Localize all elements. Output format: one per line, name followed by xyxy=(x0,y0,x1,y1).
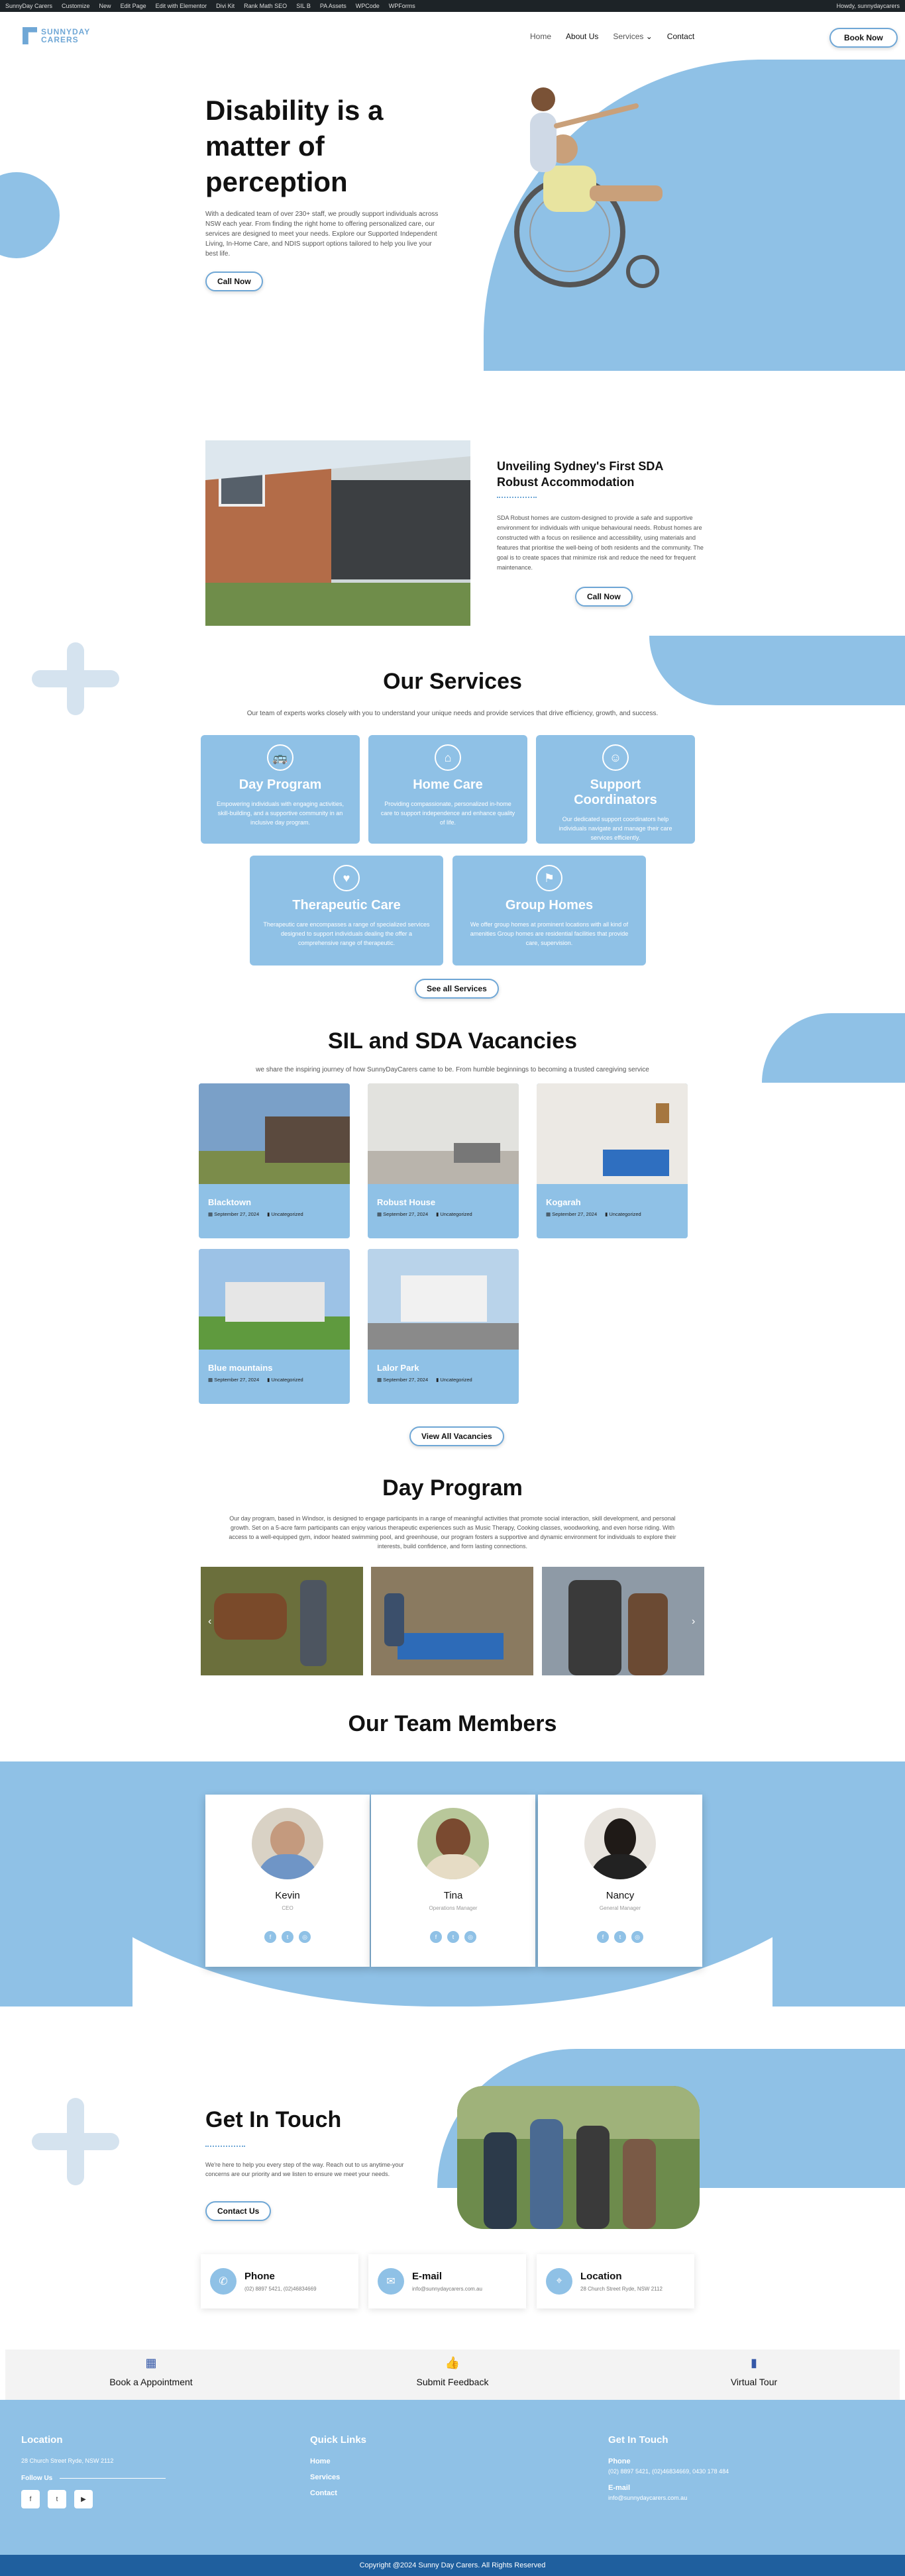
avatar xyxy=(417,1808,489,1879)
nav-services-label: Services xyxy=(613,32,644,41)
main-nav xyxy=(530,32,694,41)
nav-contact[interactable]: Contact xyxy=(666,32,695,41)
hero-call-button[interactable]: Call Now xyxy=(205,272,263,291)
vacancy-category[interactable]: Uncategorized xyxy=(271,1211,303,1217)
carousel-image-table-tennis xyxy=(371,1567,533,1675)
contact-title: Phone xyxy=(244,2271,275,2282)
youtube-icon[interactable]: ▶ xyxy=(74,2490,93,2508)
sda-title: Unveiling Sydney's First SDA Robust Accommodation xyxy=(497,460,663,489)
footer-link-contact[interactable]: Contact xyxy=(310,2489,337,2497)
vacancy-category[interactable]: Uncategorized xyxy=(440,1211,472,1217)
vacancy-category[interactable]: Uncategorized xyxy=(609,1211,641,1217)
group-homes-icon: ⚑ xyxy=(536,865,562,891)
service-text: We offer group homes at prominent locations with all kind of amenities Group homes are residential facilities that provide care, supervision. xyxy=(470,921,629,946)
facebook-icon[interactable]: f xyxy=(21,2490,40,2508)
folder-icon: ▮ Uncategorized xyxy=(267,1211,303,1217)
book-appointment-link[interactable] xyxy=(85,2356,217,2387)
vacancy-category[interactable]: Uncategorized xyxy=(271,1377,303,1383)
carousel-prev-icon[interactable]: ‹ xyxy=(208,1616,212,1627)
admin-item[interactable]: Edit Page xyxy=(120,3,146,9)
follow-label: Follow Us xyxy=(21,2475,53,2482)
service-title: Group Homes xyxy=(505,898,594,913)
group-celebration-image xyxy=(457,2086,700,2229)
footer-quick-title: Quick Links xyxy=(310,2434,367,2446)
member-role: General Manager xyxy=(599,1905,641,1911)
footer-address: 28 Church Street Ryde, NSW 2112 xyxy=(21,2457,114,2464)
calendar-icon: ▦ September 27, 2024 xyxy=(377,1211,429,1217)
contact-us-button[interactable]: Contact Us xyxy=(205,2201,271,2221)
contact-value[interactable]: 28 Church Street Ryde, NSW 2112 xyxy=(580,2286,663,2292)
service-title: Therapeutic Care xyxy=(292,898,401,913)
vacancy-date: September 27, 2024 xyxy=(383,1211,429,1217)
quick-links-bar xyxy=(5,2350,900,2401)
service-text: Empowering individuals with engaging activities, skill-building, and a supportive community in an inclusive day program. xyxy=(216,801,345,826)
calendar-icon: ▦ xyxy=(145,2356,157,2369)
twitter-icon[interactable]: t xyxy=(48,2490,66,2508)
calendar-icon: ▦ September 27, 2024 xyxy=(546,1211,598,1217)
vacancy-name: Blue mountains xyxy=(208,1363,273,1373)
service-text: Our dedicated support coordinators help individuals navigate and manage their care services efficiently. xyxy=(559,816,672,841)
contact-value[interactable]: info@sunnydaycarers.com.au xyxy=(412,2286,482,2292)
carousel-image-horse xyxy=(201,1567,363,1675)
vacancy-card-blacktown[interactable] xyxy=(199,1083,350,1238)
day-program-title: Day Program xyxy=(382,1475,523,1501)
team-card-kevin xyxy=(205,1795,370,1967)
folder-icon: ▮ Uncategorized xyxy=(436,1211,472,1217)
site-logo[interactable] xyxy=(23,27,90,44)
service-title: Day Program xyxy=(239,777,322,792)
services-title: Our Services xyxy=(383,669,522,694)
carousel-next-icon[interactable]: › xyxy=(692,1616,696,1627)
virtual-tour-link[interactable] xyxy=(688,2356,820,2387)
admin-bar xyxy=(0,0,905,12)
footer-touch-title: Get In Touch xyxy=(608,2434,668,2446)
facebook-icon[interactable]: f xyxy=(264,1931,276,1943)
facebook-icon[interactable]: f xyxy=(597,1931,609,1943)
admin-item[interactable]: Customize xyxy=(62,3,90,9)
footer-link-services[interactable]: Services xyxy=(310,2473,341,2481)
service-title: Support Coordinators xyxy=(574,777,657,807)
tour-icon: ▮ xyxy=(751,2356,757,2369)
admin-item[interactable]: WPCode xyxy=(355,3,380,9)
footer-email[interactable]: info@sunnydaycarers.com.au xyxy=(608,2495,688,2501)
site-header xyxy=(0,12,905,60)
service-card-support-coordinators[interactable] xyxy=(536,735,695,844)
admin-item[interactable]: Edit with Elementor xyxy=(155,3,207,9)
sda-call-button[interactable]: Call Now xyxy=(575,587,633,607)
vacancy-date: September 27, 2024 xyxy=(383,1377,429,1383)
hero-text: With a dedicated team of over 230+ staff, we proudly support individuals across NSW each year. From finding the right home to offering personalized care, our services are designed to meet your needs. Explore our Supported Independent Living, In-Home Care, and NDIS support options tailored to help you live your best life. xyxy=(205,211,439,258)
vacancy-name: Kogarah xyxy=(546,1197,581,1207)
team-card-nancy xyxy=(538,1795,702,1967)
divider xyxy=(497,497,537,498)
team-blue-shape xyxy=(772,1761,905,2006)
get-in-touch-text: We're here to help you every step of the way. Reach out to us anytime-your concerns are our priority and we listen to ensure we meet your needs. xyxy=(205,2161,404,2177)
sda-house-image xyxy=(205,440,470,626)
service-title: Home Care xyxy=(413,777,483,792)
twitter-icon[interactable]: t xyxy=(614,1931,626,1943)
quick-link-label: Submit Feedback xyxy=(416,2377,489,2387)
logo-line: CARERS xyxy=(41,35,79,44)
vacancy-image xyxy=(199,1249,350,1350)
admin-item[interactable]: Divi Kit xyxy=(216,3,235,9)
nav-about[interactable]: About Us xyxy=(566,32,599,41)
vacancies-subtitle: we share the inspiring journey of how SunnyDayCarers came to be. From humble beginnings to becoming a trusted caregiving service xyxy=(256,1066,649,1073)
vacancy-date: September 27, 2024 xyxy=(214,1211,260,1217)
vacancy-card-robust-house[interactable] xyxy=(368,1083,519,1238)
admin-greeting[interactable]: Howdy, sunnydaycarers xyxy=(836,3,900,9)
vacancy-card-lalor-park[interactable] xyxy=(368,1249,519,1404)
service-text: Therapeutic care encompasses a range of specialized services designed to support individuals dealing the offer a comprehensive range of therapeutic. xyxy=(263,921,430,946)
phone-icon: ✆ xyxy=(210,2268,237,2295)
logo-icon xyxy=(23,27,37,44)
vacancy-image xyxy=(368,1083,519,1184)
copyright: Copyright @2024 Sunny Day Carers. All Rights Reserved xyxy=(0,2555,905,2576)
member-name: Nancy xyxy=(606,1890,635,1901)
email-icon: ✉ xyxy=(378,2268,404,2295)
vacancy-image xyxy=(368,1249,519,1350)
folder-icon: ▮ Uncategorized xyxy=(436,1377,472,1383)
hero-wheelchair-image xyxy=(484,86,689,305)
calendar-icon: ▦ September 27, 2024 xyxy=(208,1211,260,1217)
service-text: Providing compassionate, personalized in-home care to support independence and enhance quality of life. xyxy=(380,801,515,826)
twitter-icon[interactable]: t xyxy=(282,1931,293,1943)
hero-title: Disability is a matter of perception xyxy=(205,95,384,197)
site-footer xyxy=(0,2400,905,2555)
view-all-vacancies-button[interactable]: View All Vacancies xyxy=(409,1426,504,1446)
vacancy-card-kogarah[interactable] xyxy=(537,1083,688,1238)
therapy-icon: ♥ xyxy=(333,865,360,891)
member-role: CEO xyxy=(282,1905,293,1911)
folder-icon: ▮ Uncategorized xyxy=(605,1211,641,1217)
footer-link-home[interactable]: Home xyxy=(310,2457,331,2465)
calendar-icon: ▦ September 27, 2024 xyxy=(377,1377,429,1383)
vacancy-category[interactable]: Uncategorized xyxy=(440,1377,472,1383)
service-card-home-care[interactable] xyxy=(368,735,527,844)
vacancy-name: Robust House xyxy=(377,1197,436,1207)
divider xyxy=(205,2146,245,2147)
avatar xyxy=(584,1808,656,1879)
vacancies-title: SIL and SDA Vacancies xyxy=(327,1028,578,1054)
logo-line: SUNNYDAY xyxy=(41,27,91,36)
admin-item[interactable]: WPForms xyxy=(388,3,415,9)
team-card-tina xyxy=(371,1795,535,1967)
vacancy-date: September 27, 2024 xyxy=(552,1211,598,1217)
contact-title: Location xyxy=(580,2271,622,2282)
thumbs-up-icon: 👍 xyxy=(445,2356,460,2369)
day-program-text: Our day program, based in Windsor, is designed to engage participants in a range of meaningful activities that promote social interaction, skill development, and personal growth. Set on a 5-acre farm participants can enjoy various therapeutic experiences such as Music Therapy, Cooking classes, woodworking, and even horse riding. With access to a well-equipped gym, indoor heated swimming pool, and greenhouse, our program fosters a supportive and dynamic environment for individuals to explore their interests, build confidence, and form lasting connections. xyxy=(229,1515,676,1550)
service-card-day-program[interactable] xyxy=(201,735,360,844)
instagram-icon[interactable]: ◎ xyxy=(464,1931,476,1943)
contact-card-location xyxy=(537,2254,694,2308)
nav-home[interactable]: Home xyxy=(530,32,552,41)
team-blue-shape xyxy=(0,1761,133,2006)
contact-card-phone xyxy=(201,2254,358,2308)
member-name: Kevin xyxy=(275,1890,300,1901)
admin-item[interactable]: PA Assets xyxy=(319,3,346,9)
home-care-icon: ⌂ xyxy=(435,744,461,771)
facebook-icon[interactable]: f xyxy=(430,1931,442,1943)
admin-item[interactable]: Rank Math SEO xyxy=(244,3,288,9)
twitter-icon[interactable]: t xyxy=(447,1931,459,1943)
nav-services[interactable] xyxy=(613,32,652,41)
footer-phone-label: Phone xyxy=(608,2457,631,2465)
decor-circle xyxy=(0,172,60,258)
coordinator-icon: ☺ xyxy=(602,744,629,771)
team-title: Our Team Members xyxy=(348,1711,557,1736)
book-now-button[interactable]: Book Now xyxy=(829,28,898,48)
folder-icon: ▮ Uncategorized xyxy=(267,1377,303,1383)
footer-location-title: Location xyxy=(21,2434,63,2446)
member-role: Operations Manager xyxy=(429,1905,478,1911)
admin-item[interactable]: New xyxy=(99,3,111,9)
location-icon: ⌖ xyxy=(546,2268,572,2295)
member-name: Tina xyxy=(443,1890,463,1901)
contact-value[interactable]: (02) 8897 5421, (02)46834669 xyxy=(244,2286,317,2292)
service-card-therapeutic-care[interactable] xyxy=(250,856,443,966)
get-in-touch-title: Get In Touch xyxy=(205,2107,342,2132)
vacancy-name: Lalor Park xyxy=(377,1363,419,1373)
quick-link-label: Book a Appointment xyxy=(109,2377,193,2387)
instagram-icon[interactable]: ◎ xyxy=(631,1931,643,1943)
vacancy-image xyxy=(199,1083,350,1184)
vacancy-date: September 27, 2024 xyxy=(214,1377,260,1383)
instagram-icon[interactable]: ◎ xyxy=(299,1931,311,1943)
bus-icon: 🚌 xyxy=(267,744,293,771)
vacancy-image xyxy=(537,1083,688,1184)
calendar-icon: ▦ September 27, 2024 xyxy=(208,1377,260,1383)
footer-email-label: E-mail xyxy=(608,2484,631,2492)
service-card-group-homes[interactable] xyxy=(452,856,646,966)
quick-link-label: Virtual Tour xyxy=(730,2377,778,2387)
services-subtitle: Our team of experts works closely with you to understand your unique needs and provide services that drive efficiency, growth, and success. xyxy=(246,710,659,717)
carousel-image-horse-care xyxy=(542,1567,704,1675)
avatar xyxy=(252,1808,323,1879)
plus-decor-icon xyxy=(32,2098,119,2185)
contact-card-email xyxy=(368,2254,526,2308)
sda-text: SDA Robust homes are custom-designed to provide a safe and supportive environment for individuals with unique behavioural needs. Robust homes are constructed with a focus on resilience and accessibility, using materials and features that prioritise the well-being of both residents and the community. The goal is to create spaces that minimize risk and reduce the need for frequent maintenance. xyxy=(497,515,704,571)
see-all-services-button[interactable]: See all Services xyxy=(415,979,499,999)
admin-item[interactable]: SunnyDay Carers xyxy=(5,3,53,9)
footer-follow xyxy=(21,2475,166,2482)
submit-feedback-link[interactable] xyxy=(386,2356,519,2387)
footer-phone[interactable]: (02) 8897 5421, (02)46834669, 0430 178 484 xyxy=(608,2468,729,2475)
vacancy-name: Blacktown xyxy=(208,1197,252,1207)
admin-item[interactable]: SIL B xyxy=(296,3,311,9)
contact-title: E-mail xyxy=(412,2271,443,2282)
vacancy-card-blue-mountains[interactable] xyxy=(199,1249,350,1404)
chevron-down-icon: ⌄ xyxy=(645,32,653,41)
